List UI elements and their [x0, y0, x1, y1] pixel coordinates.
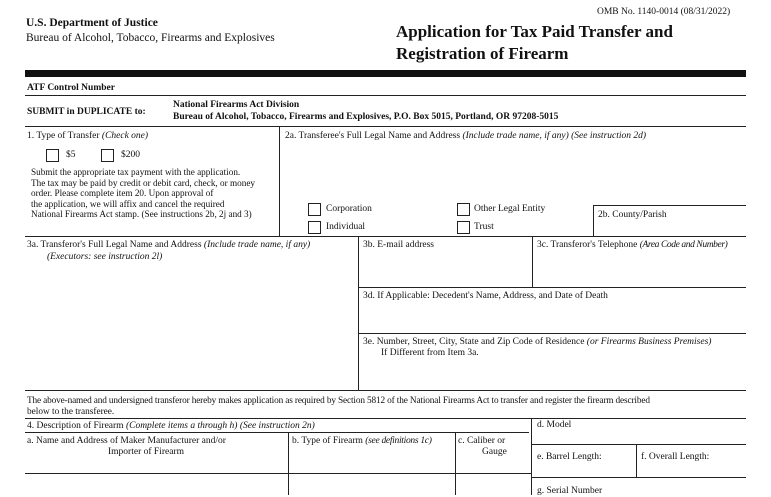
individual-label: Individual: [326, 222, 366, 232]
divider: [25, 95, 746, 96]
instruction-line: the application, we will affix and cancel the required: [31, 198, 225, 209]
divider: [531, 444, 746, 445]
transferor-name-field[interactable]: [30, 266, 352, 386]
divider: [358, 236, 359, 390]
divider: [636, 444, 637, 477]
divider: [25, 390, 746, 391]
agency-name: U.S. Department of Justice: [26, 17, 158, 29]
item4c-label2: Gauge: [482, 447, 507, 457]
item4-label: [27, 421, 315, 432]
transfer-5-label: $5: [66, 150, 76, 160]
item3d-label: 3d. If Applicable: Decedent's Name, Address, and Date of Death: [363, 291, 608, 301]
item3b-label: 3b. E-mail address: [363, 240, 434, 250]
other-entity-checkbox[interactable]: [457, 203, 470, 216]
divider: [593, 205, 594, 236]
transfer-5-checkbox[interactable]: [46, 149, 59, 162]
item3a-label: [27, 240, 310, 251]
corporation-label: Corporation: [326, 204, 372, 214]
item1-label: [27, 131, 148, 142]
item4e-label: e. Barrel Length:: [537, 452, 602, 462]
item3c-label: [537, 240, 727, 251]
county-parish-field[interactable]: [597, 222, 742, 234]
item2a-hint: (Include trade name, if any) (See instruction 2d): [462, 131, 647, 141]
instruction-line: order. Please complete item 20. Upon approval of: [31, 188, 214, 199]
caliber-field[interactable]: [458, 460, 528, 492]
item4b-label-text: b. Type of Firearm: [292, 436, 363, 446]
item3a-hint: (Include trade name, if any): [203, 240, 311, 250]
item3e-label: [363, 337, 711, 348]
submit-label: SUBMIT in DUPLICATE to:: [27, 107, 146, 117]
item1-hint: (Check one): [101, 131, 149, 141]
divider: [358, 287, 746, 288]
atf-control-label: ATF Control Number: [27, 83, 115, 93]
header-rule: [25, 70, 746, 77]
divider: [25, 126, 746, 127]
divider: [279, 126, 280, 236]
divider: [25, 236, 746, 237]
individual-checkbox[interactable]: [308, 221, 321, 234]
item4b-label: [292, 436, 432, 447]
transferee-name-field[interactable]: [285, 145, 740, 197]
item4-label-text: 4. Description of Firearm: [27, 421, 124, 431]
item2a-label: [285, 131, 646, 142]
divider: [531, 477, 746, 478]
divider: [358, 333, 746, 334]
item4g-label: g. Serial Number: [537, 486, 603, 496]
telephone-field[interactable]: [537, 253, 742, 283]
item3c-hint: (Area Code and Number): [639, 240, 728, 250]
item3e-hint: (or Firearms Business Premises): [586, 337, 712, 347]
instruction-line: Submit the appropriate tax payment with the application.: [31, 167, 241, 177]
divider: [25, 418, 746, 419]
firearm-type-field[interactable]: [292, 460, 452, 492]
submit-address: Bureau of Alcohol, Tobacco, Firearms and Explosives, P.O. Box 5015, Portland, OR 97208-5015: [173, 112, 559, 122]
instruction-line: National Firearms Act stamp. (See instructions 2b, 2j and 3): [31, 209, 252, 220]
item2a-label-text: 2a. Transferee's Full Legal Name and Address: [285, 131, 461, 141]
email-field[interactable]: [363, 253, 529, 283]
item3c-label-text: 3c. Transferor's Telephone: [537, 240, 638, 250]
item4a-label1: a. Name and Address of Maker Manufacturer and/or: [27, 436, 226, 446]
divider: [25, 432, 529, 433]
omb-number: OMB No. 1140-0014 (08/31/2022): [597, 7, 731, 17]
residence-field[interactable]: [363, 362, 743, 388]
transfer-200-label: $200: [121, 150, 140, 160]
item2b-label: 2b. County/Parish: [598, 210, 667, 220]
divider: [25, 473, 531, 474]
instruction-line: The tax may be paid by credit or debit card, check, or money: [31, 177, 255, 188]
divider: [532, 236, 533, 287]
item4d-label: d. Model: [537, 420, 572, 430]
form-title-line1: Application for Tax Paid Transfer and: [396, 22, 673, 41]
item3e-label-text: 3e. Number, Street, City, State and Zip Code of Residence: [363, 337, 585, 347]
item3e-line2: If Different from Item 3a.: [381, 348, 479, 358]
trust-checkbox[interactable]: [457, 221, 470, 234]
item1-instructions: [31, 167, 276, 220]
item3a-hint2: (Executors: see instruction 2l): [47, 252, 163, 262]
model-field[interactable]: [537, 432, 742, 442]
submit-division: National Firearms Act Division: [173, 100, 300, 110]
decedent-field[interactable]: [363, 304, 743, 330]
divider: [455, 432, 456, 495]
bureau-name: Bureau of Alcohol, Tobacco, Firearms and Explosives: [26, 32, 275, 44]
overall-length-field[interactable]: [641, 463, 742, 475]
transfer-200-checkbox[interactable]: [101, 149, 114, 162]
declaration-line1: The above-named and undersigned transferor hereby makes application as required by Section 5812 of the National Firearms Act to transfer and register the firearm described: [27, 396, 650, 406]
item4c-label1: c. Caliber or: [458, 436, 506, 446]
atf-control-field[interactable]: [160, 79, 746, 93]
item4a-label2: Importer of Firearm: [108, 447, 184, 457]
declaration-line2: below to the transferee.: [27, 407, 115, 417]
item4-hint: (Complete items a through h) (See instruction 2n): [125, 421, 315, 431]
divider: [288, 432, 289, 495]
item4f-label: f. Overall Length:: [641, 452, 710, 462]
item3a-label-text: 3a. Transferor's Full Legal Name and Address: [27, 240, 202, 250]
divider: [531, 418, 532, 495]
barrel-length-field[interactable]: [537, 463, 633, 475]
other-entity-label: Other Legal Entity: [474, 204, 546, 214]
maker-field[interactable]: [30, 460, 285, 492]
corporation-checkbox[interactable]: [308, 203, 321, 216]
item4b-hint: (see definitions 1c): [365, 436, 432, 446]
form-title-line2: Registration of Firearm: [396, 44, 569, 63]
trust-label: Trust: [474, 222, 494, 232]
item1-label-text: 1. Type of Transfer: [27, 131, 100, 141]
divider: [593, 205, 746, 206]
